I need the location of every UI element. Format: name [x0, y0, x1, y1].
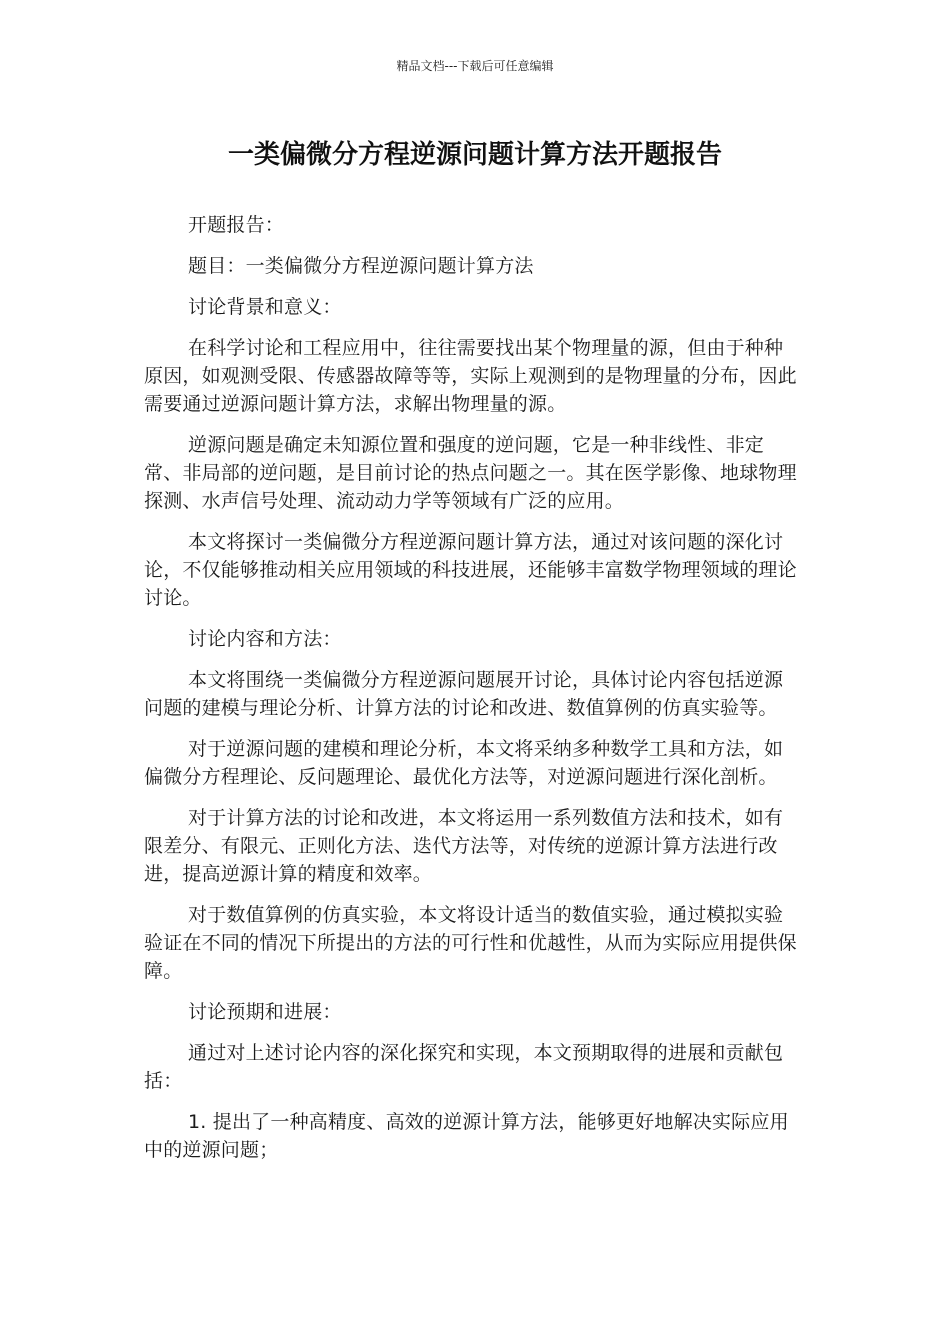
paragraph: 通过对上述讨论内容的深化探究和实现，本文预期取得的进展和贡献包括： — [144, 1042, 784, 1092]
paragraph: 对于逆源问题的建模和理论分析，本文将采纳多种数学工具和方法，如偏微分方程理论、反问题理论、最优化方法等，对逆源问题进行深化剖析。 — [144, 738, 784, 788]
section-label-report: 开题报告： — [188, 214, 285, 236]
paragraph: 逆源问题是确定未知源位置和强度的逆问题，它是一种非线性、非定常、非局部的逆问题，是目前讨论的热点问题之一。其在医学影像、地球物理探测、水声信号处理、流动动力学等领域有广泛的应用。 — [144, 434, 797, 512]
paragraph: 对于数值算例的仿真实验，本文将设计适当的数值实验，通过模拟实验验证在不同的情况下所提出的方法的可行性和优越性，从而为实际应用提供保障。 — [144, 904, 797, 982]
section-heading-background: 讨论背景和意义： — [188, 296, 342, 318]
document-title: 一类偏微分方程逆源问题计算方法开题报告 — [227, 140, 722, 170]
section-heading-content-methods: 讨论内容和方法： — [188, 628, 342, 650]
document-body — [144, 211, 799, 1177]
paragraph: 本文将探讨一类偏微分方程逆源问题计算方法，通过对该问题的深化讨论，不仅能够推动相关应用领域的科技进展，还能够丰富数学物理领域的理论讨论。 — [144, 531, 797, 609]
paragraph: 在科学讨论和工程应用中，往往需要找出某个物理量的源，但由于种种原因，如观测受限、传感器故障等等，实际上观测到的是物理量的分布，因此需要通过逆源问题计算方法，求解出物理量的源。 — [144, 337, 797, 415]
list-item: 1. 提出了一种高精度、高效的逆源计算方法，能够更好地解决实际应用中的逆源问题； — [144, 1111, 789, 1161]
header-note: 精品文档---下载后可任意编辑 — [396, 59, 554, 73]
paragraph: 对于计算方法的讨论和改进，本文将运用一系列数值方法和技术，如有限差分、有限元、正则化方法、迭代方法等，对传统的逆源计算方法进行改进，提高逆源计算的精度和效率。 — [144, 807, 784, 885]
topic-line: 题目：一类偏微分方程逆源问题计算方法 — [188, 255, 534, 277]
paragraph: 本文将围绕一类偏微分方程逆源问题展开讨论，具体讨论内容包括逆源问题的建模与理论分析、计算方法的讨论和改进、数值算例的仿真实验等。 — [144, 669, 784, 719]
section-heading-expectations: 讨论预期和进展： — [188, 1001, 342, 1023]
